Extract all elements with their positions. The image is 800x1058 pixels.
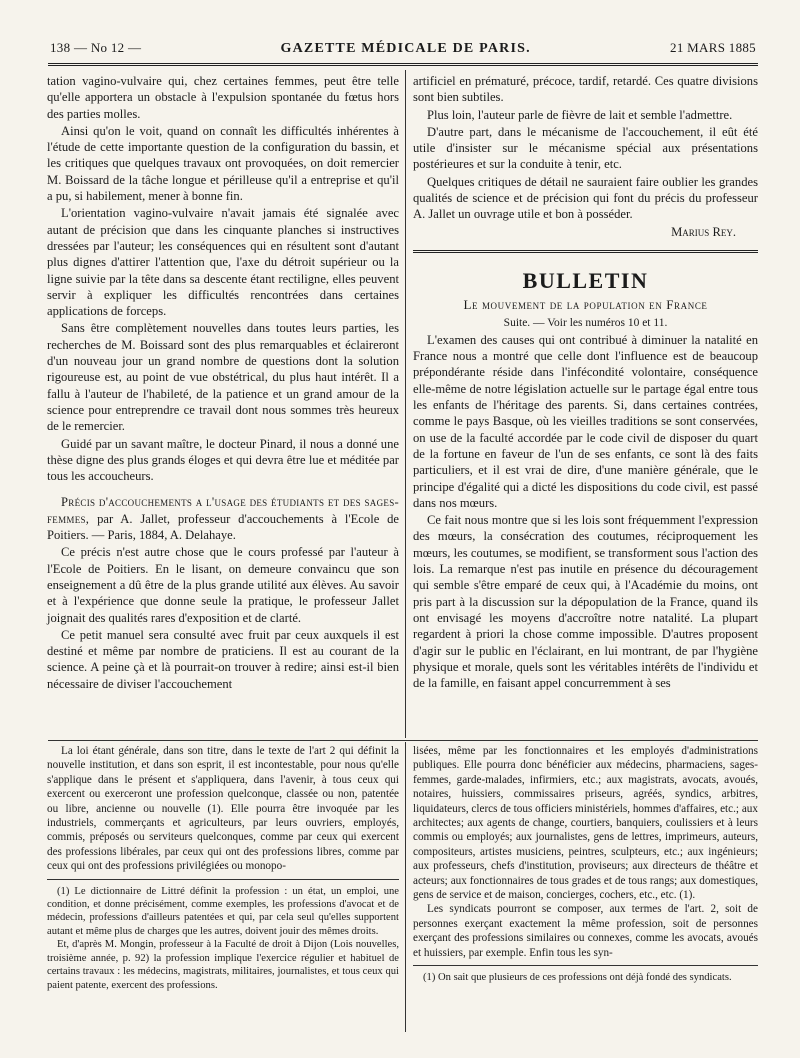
paragraph: Les syndicats pourront se composer, aux termes de l'art. 2, soit de personnes exerçant exactement la même profession, soit de personnes exerçant des professions similaires ou connexes, comme les avocats, avoués et huissiers, par exemple. Enfin tous les syn-: [413, 903, 758, 959]
bulletin-continuation-note: Suite. — Voir les numéros 10 et 11.: [503, 316, 668, 329]
paragraph: lisées, même par les fonctionnaires et les employés d'administrations publiques. Elle pourra donc bénéficier aux médecins, pharmaciens, sages-femmes, garde-malades, infirmiers, etc.; aux magistrats, avocats, avoués, notaires, huissiers, commissaires priseurs, agréés, syndics, arbitres, liquidateurs, clercs de tous officiers ministériels, hommes d'affaires, etc.; aux architectes; aux agents de change, courtiers, banquiers, coulissiers et à leurs commis ou employés; aux journalistes, gens de lettres, imprimeurs, auteurs, compositeurs, artistes musiciens, peintres, sculpteurs, etc.; aux ingénieurs; aux professeurs, chefs d'institution, proviseurs; aux directeurs de théâtre et acteurs; aux fonctionnaires de tous grades et de tous rangs; aux domestiques, gens de service et de maison, concierges, cochers, etc., etc. (1).: [413, 745, 758, 902]
paragraph: Ainsi qu'on le voit, quand on connaît les difficultés inhérentes à l'étude de cette importante question de la configuration du bassin, et les critiques que quelques travaux ont provoquées, on doit remercier M. Boissard de la tâche longue et périlleuse qu'il a entreprise et qu'il a pu, si habilement, mener à bonne fin.: [47, 123, 399, 204]
left-column: [47, 73, 399, 692]
paragraph: L'examen des causes qui ont contribué à diminuer la natalité en France nous a montré que celle dont l'influence est de beaucoup prépondérante réside dans l'infécondité volontaire, conséquence elle-même de notre législation actuelle sur le partage égal entre tous les enfants de l'héritage des parents. Si, dans certaines contrées, comme le pays Basque, où les vieilles traditions se sont conservées, on use de la faculté accordée par le code civil de disposer du quart de la fortune en faveur de l'un de ses enfants, ce sont là des faits particuliers, et il est vrai de dire, d'une manière générale, que le principe d'égalité qui a dicté les dispositions du code civil, est passé dans nos mœurs.: [413, 332, 758, 510]
page-header: [50, 40, 756, 62]
paragraph: Sans être complètement nouvelles dans toutes leurs parties, les recherches de M. Boissard sont des plus remarquables et éclaireront d'un nouveau jour un grand nombre de questions dont la solution rigoureuse est, au point de vue obstétrical, du plus haut intérêt. Il a fallu à l'auteur de l'habileté, de la patience et un grand amour de la science pour entreprendre ce travail dont nous sommes très heureux de le remercier.: [47, 321, 399, 434]
right-column: [413, 73, 758, 691]
bottom-right-column: [413, 744, 758, 985]
bottom-left-column: [47, 744, 399, 992]
footnote: (1) On sait que plusieurs de ces professions ont déjà fondé des syndicats.: [423, 972, 732, 984]
author-signature: Marius Rey.: [671, 224, 736, 239]
paragraph: La loi étant générale, dans son titre, dans le texte de l'art 2 qui définit la nouvelle institution, et dans son esprit, il est incontestable, pour nous qu'elle s'applique dans le présent et s'appliquera, dans l'avenir, à tous ceux qui exercent ou exerceront une profession quelconque, classée ou non, patentée ou libre, ancienne ou nouvelle (1). Elle pourra être invoquée par les industriels, commerçants et agriculteurs, par leurs ouvriers, employés, commis, préposés ou serviteurs quelconques, comme par ceux qui exercent des professions libérales, par ceux qui ont des professions libres, comme par ceux qui ont des professions privilégiées ou monopo-: [47, 745, 399, 873]
footnotes: [47, 885, 399, 992]
paragraph: Plus loin, l'auteur parle de fièvre de lait et semble l'admettre.: [427, 107, 733, 122]
column-divider: [405, 742, 406, 1032]
paragraph: Guidé par un savant maître, le docteur Pinard, il nous a donné une thèse digne des plus grands éloges et qui devra être lue et méditée par tous les accoucheurs.: [47, 436, 399, 484]
issue-date: 21 MARS 1885: [670, 40, 756, 55]
footnote: Et, d'après M. Mongin, professeur à la Faculté de droit à Dijon (Lois nouvelles, troisième année, p. 92) la profession implique l'exercice régulier et habituel de certains travaux : les médecins, magistrats, militaires, journalistes, et tous ceux qui paient patente, exercent des professions.: [47, 939, 399, 991]
paragraph: Quelques critiques de détail ne sauraient faire oublier les grandes qualités de science et de précision qui font du précis du professeur A. Jallet un ouvrage utile et bon à posséder.: [413, 174, 758, 222]
paragraph: Ce petit manuel sera consulté avec fruit par ceux auxquels il est destiné et même par nombre de praticiens. Il est au courant de la science. A peine çà et là pourrait-on trouver à redire; ainsi est-il bien nécessaire de diviser l'accouchement: [47, 627, 399, 691]
section-rule: [413, 250, 758, 253]
paragraph: Ce précis n'est autre chose que le cours professé par l'auteur à l'Ecole de Poitiers. En le lisant, on demeure convaincu que son enseignement a dû être de la plus grande utilité aux élèves. Au savoir et à l'expérience que donne seule la pratique, le professeur Jallet joignait des qualités rares d'exposition et de clarté.: [47, 545, 399, 625]
book-review-title: Précis d'accouchements a l'usage des étudiants et des sages-femmes, par A. Jallet, professeur d'accouchements à l'Ecole de Poitiers. — Paris, 1884, A. Delahaye.: [47, 495, 399, 543]
bulletin-subtitle: Le mouvement de la population en France: [463, 297, 708, 313]
bulletin-heading: BULLETIN: [522, 267, 649, 293]
footnote-rule: [413, 965, 758, 966]
journal-title: GAZETTE MÉDICALE DE PARIS.: [280, 41, 531, 56]
feuilleton-rule: [48, 740, 758, 741]
paragraph: Ce fait nous montre que si les lois sont fréquemment l'expression des mœurs, la consécration des coutumes, réciproquement les mœurs, les coutumes, se modifient, se transforment sous l'action des lois. La remarque n'est pas inutile en présence du découragement qui semble s'être emparé de ceux qui, à l'Académie du moins, ont pris part à la discussion sur la dépopulation de la France, quand ils ont envisagé les moyens d'accroître notre natalité. La plupart regardent à priori la chose comme impossible. D'autres proposent d'agir sur le public en l'éclairant, en lui montrant, de par l'hygiène physique et morale, quels sont les véritables intérêts de l'individu et de la famille, en faisant appel concurremment à ses: [413, 513, 758, 691]
paragraph: artificiel en prématuré, précoce, tardif, retardé. Ces quatre divisions sont bien subtiles.: [413, 74, 758, 105]
paragraph: L'orientation vagino-vulvaire n'avait jamais été signalée avec autant de précision que dans les cinquante planches si instructives dressées par l'auteur; les conséquences qui en résultent sont d'autant plus dignes d'attirer l'attention que, l'axe du détroit supérieur ou la ligne suivie par la tête dans sa descente étant rectiligne, elles peuvent servir à expliquer les difficultés rencontrées dans certaines applications de forceps.: [47, 206, 399, 319]
footnote: (1) Le dictionnaire de Littré définit la profession : un état, un emploi, une condition, et donne précisément, comme exemples, les professions d'avocat et de médecin, professions d'ailleurs patentées et qui, par cela seul qu'elles supportent autant et même plus de charges que les autres, doivent jouir des mêmes droits.: [47, 885, 399, 937]
page-number-and-issue: 138 — No 12 —: [50, 40, 142, 55]
header-rule: [48, 63, 758, 66]
paragraph: tation vagino-vulvaire qui, chez certaines femmes, peut être telle qu'elle apportera un obstacle à l'expulsion spontanée du fœtus hors des parties molles.: [47, 74, 399, 121]
column-divider: [405, 70, 406, 738]
footnotes: [413, 971, 758, 984]
paragraph: D'autre part, dans le mécanisme de l'accouchement, il eût été utile d'insister sur le mécanisme spécial aux présentations postérieures et sur la conduite à tenir, etc.: [413, 124, 758, 172]
footnote-rule: [47, 879, 399, 880]
